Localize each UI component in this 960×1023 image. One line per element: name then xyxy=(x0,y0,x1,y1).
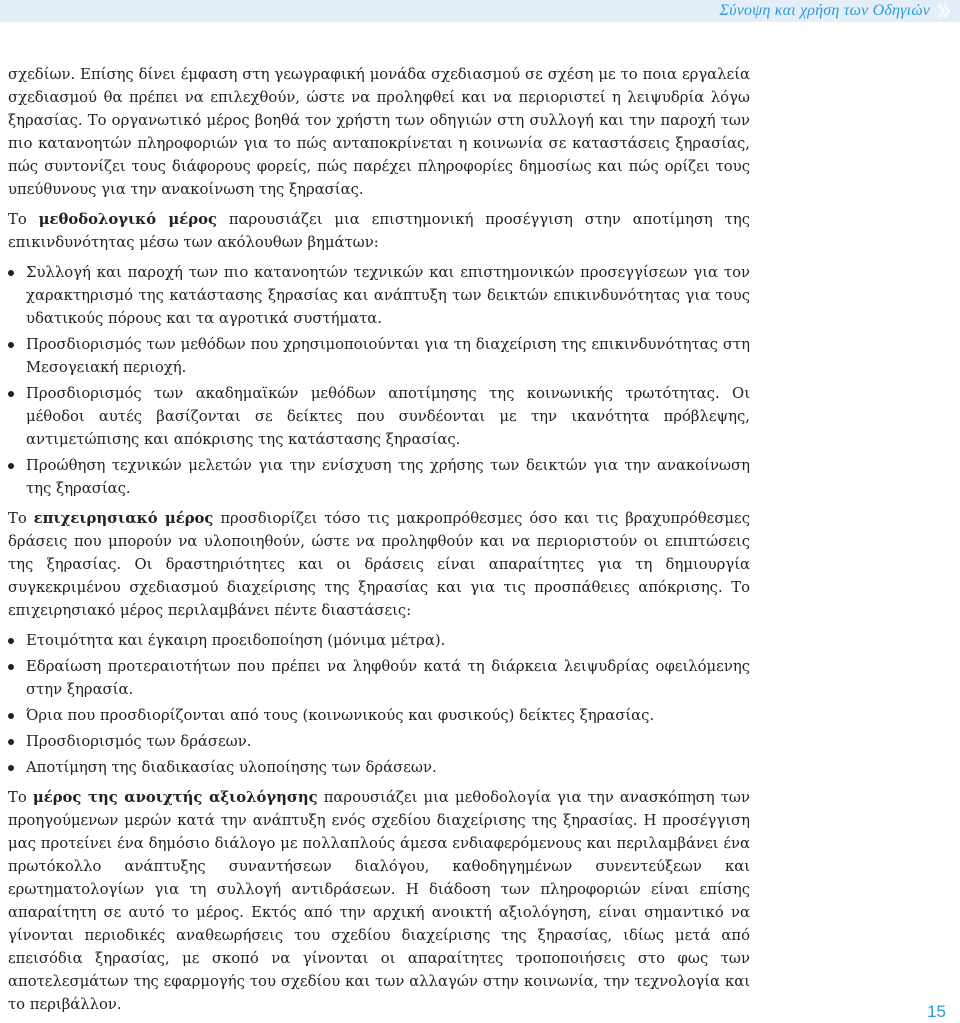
paragraph-text: Το xyxy=(8,789,33,806)
paragraph-text: Το xyxy=(8,510,34,527)
term-open-evaluation: μέρος της ανοιχτής αξιολόγησης xyxy=(32,789,318,806)
list-item: Όρια που προσδιορίζονται από τους (κοινωνικούς και φυσικούς) δείκτες ξηρασίας. xyxy=(8,704,750,727)
section-title: Σύνοψη και χρήση των Οδηγιών xyxy=(719,2,930,19)
paragraph-methodological xyxy=(8,208,750,254)
paragraph-operational xyxy=(8,507,750,622)
double-chevron-right-icon xyxy=(936,3,952,19)
list-item: Προώθηση τεχνικών μελετών για την ενίσχυση της χρήσης των δεικτών για την ανακοίνωση της ξηρασίας. xyxy=(8,454,750,500)
paragraph-text: παρουσιάζει μια μεθοδολογία για την ανασκόπηση των προηγούμενων μερών κατά την ανάπτυξη ενός σχεδίου διαχείρισης της ξηρασίας. Η προσέγγιση μας προτείνει ένα δημόσιο διάλογο με πολλαπλούς άμεσα ενδιαφερόμενους και περιλαμβάνει ένα πρωτόκολλο ανάπτυξης συναντήσεων διαλόγου, καθοδηγημένων συνεντεύξεων και ερωτηματολογίων για τη συλλογή αντιδράσεων. Η διάδοση των πληροφοριών είναι επίσης απαραίτητη σε αυτό το μέρος. Εκτός από την αρχική ανοικτή αξιολόγηση, είναι σημαντικό να γίνονται περιοδικές αναθεωρήσεις του σχεδίου διαχείρισης της ξηρασίας, ιδίως μετά από επεισόδια ξηρασίας, με σκοπό να γίνονται οι απαραίτητες τροποποιήσεις στο φως των αποτελεσμάτων της εφαρμογής του σχεδίου και των αλλαγών στην κοινωνία, την τεχνολογία και το περιβάλλον. xyxy=(8,789,750,1013)
paragraph-open-evaluation xyxy=(8,786,750,1016)
header-bar xyxy=(0,0,960,22)
document-body xyxy=(8,63,750,1023)
list-item: Προσδιορισμός των δράσεων. xyxy=(8,730,750,753)
paragraph-intro: σχεδίων. Επίσης δίνει έμφαση στη γεωγραφική μονάδα σχεδιασμού σε σχέση με το ποια εργαλεία σχεδιασμού θα πρέπει να επιλεχθούν, ώστε να προληφθεί και να περιοριστεί η λειψυδρία λόγω ξηρασίας. Το οργανωτικό μέρος βοηθά τον χρήστη των οδηγιών στη συλλογή και την παροχή των πιο κατανοητών πληροφοριών για το πώς ανταποκρίνεται η κοινωνία σε καταστάσεις ξηρασίας, πώς συντονίζει τους διάφορους φορείς, πώς παρέχει πληροφορίες δημοσίως και πώς ορίζει τους υπεύθυνους για την ανακοίνωση της ξηρασίας. xyxy=(8,66,750,198)
page-number: 15 xyxy=(927,1002,946,1021)
methodological-steps-list xyxy=(8,261,750,500)
operational-dimensions-list xyxy=(8,629,750,779)
list-item: Προσδιορισμός των μεθόδων που χρησιμοποιούνται για τη διαχείριση της επικινδυνότητας στη Μεσογειακή περιοχή. xyxy=(8,333,750,379)
paragraph-text: Το xyxy=(8,211,39,228)
list-item: Ετοιμότητα και έγκαιρη προειδοποίηση (μόνιμα μέτρα). xyxy=(8,629,750,652)
list-item: Προσδιορισμός των ακαδημαϊκών μεθόδων αποτίμησης της κοινωνικής τρωτότητας. Οι μέθοδοι αυτές βασίζονται σε δείκτες που συνδέονται με την ικανότητα πρόβλεψης, αντιμετώπισης και απόκρισης της κατάστασης ξηρασίας. xyxy=(8,382,750,451)
list-item: Εδραίωση προτεραιοτήτων που πρέπει να ληφθούν κατά τη διάρκεια λειψυδρίας οφειλόμενης στην ξηρασία. xyxy=(8,655,750,701)
paragraph-text: παρουσιάζει μια επιστημονική προσέγγιση στην αποτίμηση της επικινδυνότητας μέσω των ακόλουθων βημάτων: xyxy=(8,211,750,251)
term-methodological: μεθοδολογικό μέρος xyxy=(38,211,217,228)
list-item: Συλλογή και παροχή των πιο κατανοητών τεχνικών και επιστημονικών προσεγγίσεων για τον χαρακτηρισμό της κατάστασης ξηρασίας και ανάπτυξη των δεικτών επικινδυνότητας για τους υδατικούς πόρους και τα αγροτικά συστήματα. xyxy=(8,261,750,330)
paragraph-text: προσδιορίζει τόσο τις μακροπρόθεσμες όσο και τις βραχυπρόθεσμες δράσεις που μπορούν να υλοποιηθούν, ώστε να προληφθούν και να περιοριστούν οι επιπτώσεις της ξηρασίας. Οι δραστηριότητες και οι δράσεις είναι απαραίτητες για τη δημιουργία συγκεκριμένου σχεδιασμού διαχείρισης της ξηρασίας και για τις προσπάθειες απόκρισης. Το επιχειρησιακό μέρος περιλαμβάνει πέντε διαστάσεις: xyxy=(8,510,750,619)
list-item: Αποτίμηση της διαδικασίας υλοποίησης των δράσεων. xyxy=(8,756,750,779)
term-operational: επιχειρησιακό μέρος xyxy=(33,510,214,527)
